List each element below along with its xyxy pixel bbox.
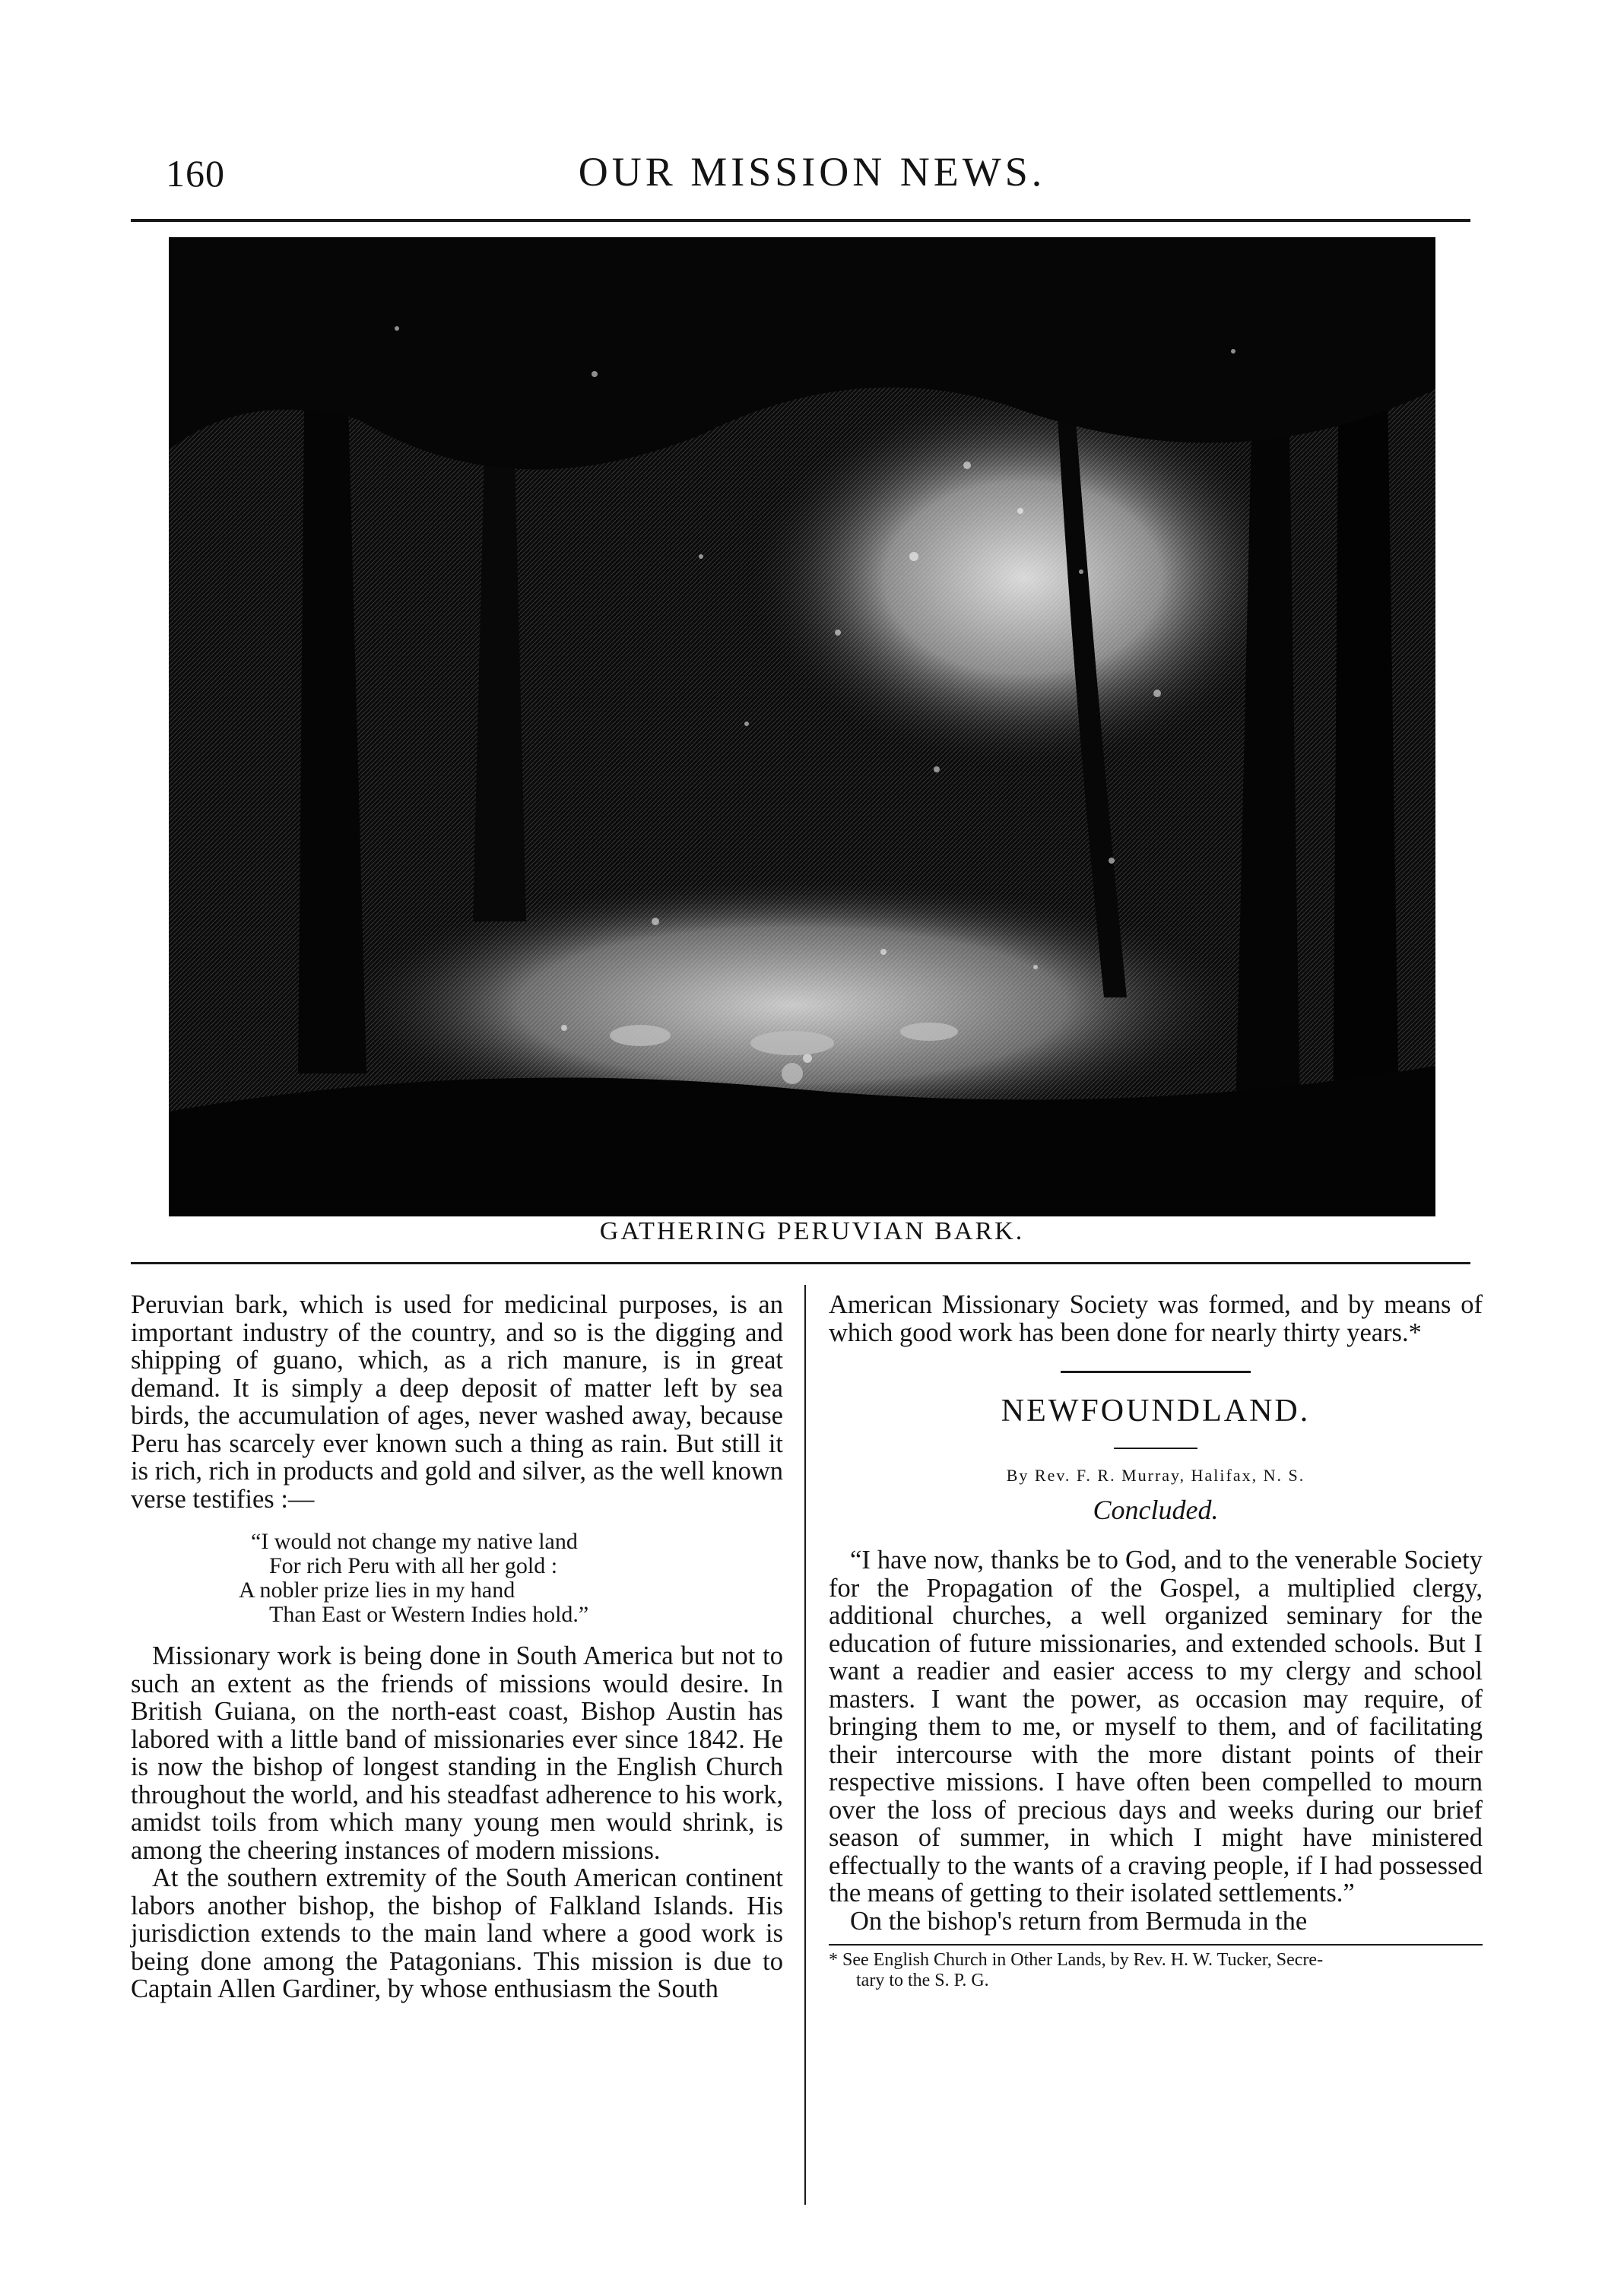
header-rule	[131, 219, 1470, 222]
title-rule	[1114, 1448, 1197, 1449]
left-column	[131, 1291, 783, 2003]
running-title: OUR MISSION NEWS.	[578, 149, 1046, 195]
footnote-line: * See English Church in Other Lands, by Rev. H. W. Tucker, Secre-	[829, 1950, 1324, 1970]
verse-line: A nobler prize lies in my hand	[239, 1578, 515, 1603]
concluded-label: Concluded.	[1093, 1495, 1219, 1525]
paragraph: At the southern extremity of the South American continent labors another bishop, the bishop of Falkland Islands. His jurisdiction extends to the main land where a good work is being done among the Patagonians. This mission is due to Captain Allen Gardiner, by whose enthusiasm the South	[131, 1863, 783, 2003]
verse-line: “I would not change my native land	[251, 1529, 578, 1554]
right-column	[829, 1291, 1483, 1991]
paragraph: “I have now, thanks be to God, and to the venerable Society for the Propagation of the Gospel, a multiplied clergy, additional churches, a well organized seminary for the education of future missionaries, and extended schools. But I want a readier and easier access to my clergy and school masters. I want the power, as occasion may require, of bringing them to me, or myself to them, and of facilitating their intercourse with the more distant points of their respective missions. I have often been compelled to mourn over the loss of precious days and weeks during our brief season of summer, in which I might have ministered effectually to the wants of a craving people, if I had possessed the means of getting to their isolated settlements.”	[829, 1546, 1483, 1908]
engraving-illustration	[169, 237, 1435, 1216]
verse-line: For rich Peru with all her gold :	[269, 1553, 558, 1578]
footnote	[829, 1944, 1483, 1991]
paragraph: Peruvian bark, which is used for medicinal purposes, is an important industry of the country, and so is the digging and shipping of guano, which, as a rich manure, is in great demand. It is simply a deep deposit of matter left by sea birds, the accumulation of ages, never washed away, because Peru has scarcely ever known such a thing as rain. But still it is rich, rich in products and gold and silver, as the well known verse testifies :—	[131, 1290, 783, 1514]
verse-quotation	[131, 1530, 783, 1627]
caption-rule	[131, 1262, 1470, 1264]
byline: By Rev. F. R. Murray, Halifax, N. S.	[1006, 1466, 1305, 1485]
paragraph: On the bishop's return from Bermuda in the	[850, 1906, 1308, 1936]
paragraph: American Missionary Society was formed, and by means of which good work has been done for nearly thirty years.*	[829, 1290, 1483, 1347]
column-divider	[804, 1285, 806, 2205]
paragraph: Missionary work is being done in South America but not to such an extent as the friends of missions would desire. In British Guiana, on the north-east coast, Bishop Austin has labored with a little band of missionaries ever since 1842. He is now the bishop of longest standing in the English Church throughout the world, and his steadfast adherence to his work, amidst toils from which many young men would shrink, is among the cheering instances of modern missions.	[131, 1641, 783, 1865]
section-rule	[1061, 1371, 1251, 1373]
section-title: NEWFOUNDLAND.	[1001, 1394, 1311, 1429]
page-number: 160	[166, 152, 225, 195]
footnote-line: tary to the S. P. G.	[856, 1971, 989, 1990]
figure-caption: GATHERING PERUVIAN BARK.	[599, 1217, 1025, 1245]
verse-line: Than East or Western Indies hold.”	[269, 1602, 589, 1627]
